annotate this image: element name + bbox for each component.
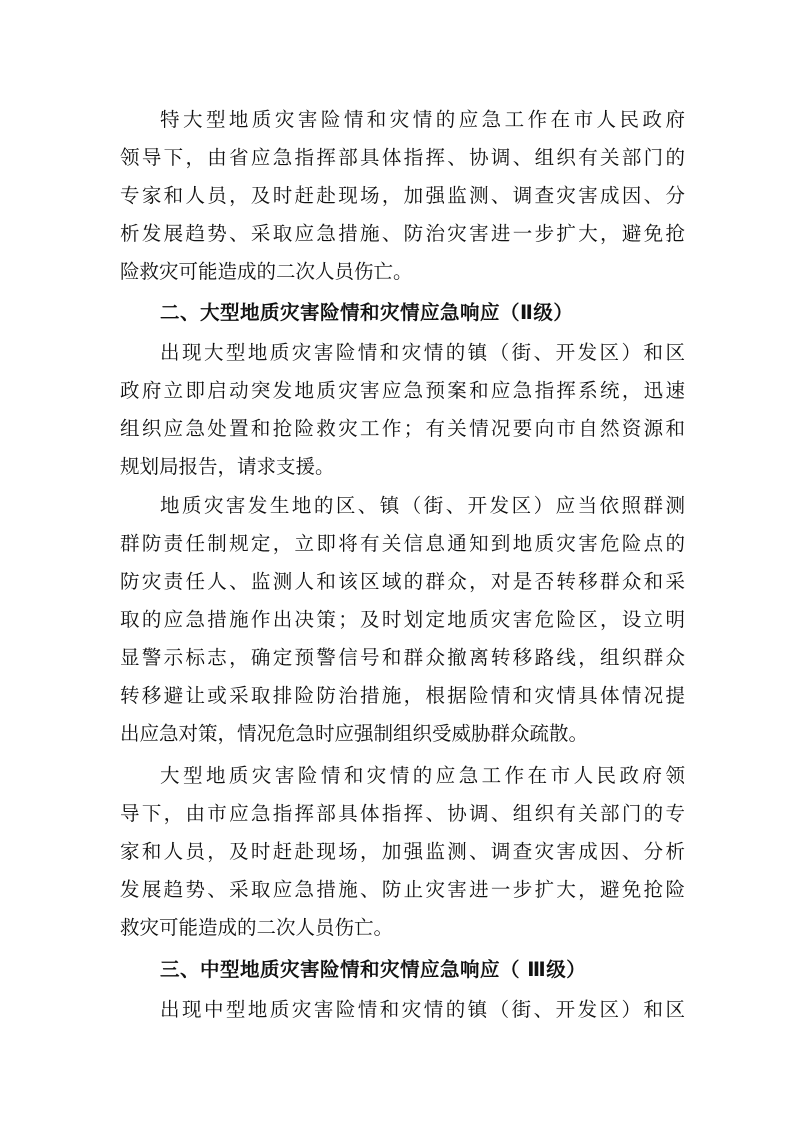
paragraph-3-line-5: 显警示标志，确定预警信号和群众撤离转移路线，组织群众 <box>120 646 685 669</box>
paragraph-1-line-1: 特大型地质灾害险情和灾情的应急工作在市人民政府 <box>160 108 685 131</box>
paragraph-3-line-7: 出应急对策，情况危急时应强制组织受威胁群众疏散。 <box>120 722 589 745</box>
paragraph-3-line-3: 防灾责任人、监测人和该区域的群众，对是否转移群众和采 <box>120 570 685 593</box>
paragraph-3-line-4: 取的应急措施作出决策；及时划定地质灾害危险区，设立明 <box>120 608 685 631</box>
section-heading-3: 三、中型地质灾害险情和灾情应急响应（ Ⅲ级） <box>160 958 587 981</box>
paragraph-4-line-3: 家和人员，及时赶赴现场，加强监测、调查灾害成因、分析 <box>120 840 685 863</box>
paragraph-2-line-4: 规划局报告，请求支援。 <box>120 455 335 478</box>
paragraph-2-line-1: 出现大型地质灾害险情和灾情的镇（街、开发区）和区 <box>160 341 685 364</box>
paragraph-4-line-5: 救灾可能造成的二次人员伤亡。 <box>120 916 394 939</box>
paragraph-1-line-3: 专家和人员，及时赶赴现场，加强监测、调查灾害成因、分 <box>120 184 685 207</box>
paragraph-3-line-2: 群防责任制规定，立即将有关信息通知到地质灾害危险点的 <box>120 532 685 555</box>
paragraph-3-line-6: 转移避让或采取排险防治措施，根据险情和灾情具体情况提 <box>120 684 685 707</box>
paragraph-2-line-2: 政府立即启动突发地质灾害应急预案和应急指挥系统，迅速 <box>120 379 685 402</box>
paragraph-3-line-1: 地质灾害发生地的区、镇（街、开发区）应当依照群测 <box>160 494 685 517</box>
paragraph-1-line-5: 险救灾可能造成的二次人员伤亡。 <box>120 260 413 283</box>
paragraph-4-line-1: 大型地质灾害险情和灾情的应急工作在市人民政府领 <box>160 764 685 787</box>
paragraph-4-line-2: 导下，由市应急指挥部具体指挥、协调、组织有关部门的专 <box>120 802 685 825</box>
paragraph-4-line-4: 发展趋势、采取应急措施、防止灾害进一步扩大，避免抢险 <box>120 878 685 901</box>
paragraph-1-line-2: 领导下，由省应急指挥部具体指挥、协调、组织有关部门的 <box>120 146 685 169</box>
paragraph-1-line-4: 析发展趋势、采取应急措施、防治灾害进一步扩大，避免抢 <box>120 222 685 245</box>
paragraph-5-line-1: 出现中型地质灾害险情和灾情的镇（街、开发区）和区 <box>160 998 685 1021</box>
section-heading-2: 二、大型地质灾害险情和灾情应急响应（Ⅱ级） <box>160 301 574 324</box>
paragraph-2-line-3: 组织应急处置和抢险救灾工作；有关情况要向市自然资源和 <box>120 417 685 440</box>
